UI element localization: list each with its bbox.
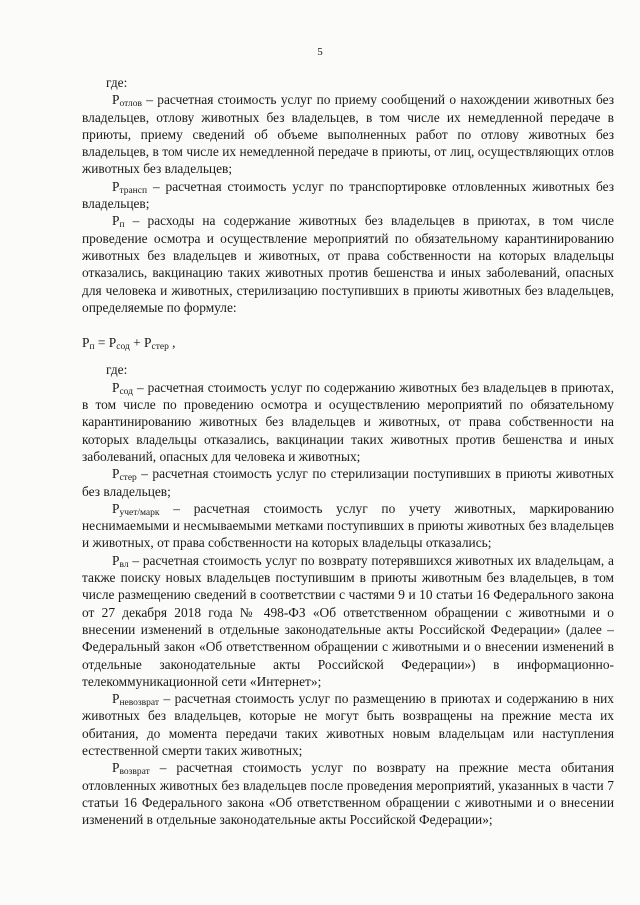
page-number: 5 [317,46,323,58]
formula-term-2-sub: стер [151,342,169,353]
definition-otlov [82,91,614,177]
symbol-subscript: отлов [119,99,142,110]
definition-text: – расчетная стоимость услуг по возврату на прежние места обитания отловленных животных без владельцев после проведения мероприятий, указанных в части 7 статьи 16 Федерального закона «Об ответственном обращении с животными и о внесении изменений в отдельные законодательные акты Российской Федерации»; [82,760,614,828]
definition-text: – расчетная стоимость услуг по размещению в приютах и содержанию в них животных без владельцев, которые не могут быть возвращены на прежние места их обитания, до момента передачи таких животных новым владельцам или наступления естественной смерти таких животных; [82,691,614,758]
symbol: P [112,552,120,568]
where-label: где: [106,75,128,90]
formula-term-1: P [108,335,117,351]
where-label-2: где: [106,362,128,378]
symbol-subscript: невозврат [119,698,160,709]
definition-text: – расчетная стоимость услуг по возврату потерявшихся животных их владельцам, а также поиску новых владельцев поступившим в приюты животным без владельцев, в том числе размещению сведений в соответствии с частями 9 и 10 статьи 16 Федерального закона от 27 декабря 2018 года № 498-ФЗ «Об ответственном обращении с животными и о внесении изменений в отдельные законодательные акты Российской Федерации» (далее – Федеральный закон «Об ответственном обращении с животными и о внесении изменений в отдельные законодательные акты Российской Федерации») в информационно-телекоммуникационной сети «Интернет»; [82,552,614,689]
symbol: P [112,92,120,108]
definition-uchet [82,500,614,552]
symbol: P [112,178,120,194]
definition-text: – расчетная стоимость услуг по содержанию животных без владельцев в приютах, в том числе по проведению осмотра и осуществлению мероприятий по обязательному карантинированию животных без владельцев и животных, от права собственности на которых владельцы отказались, вакцинации таких животных против бешенства и иных заболеваний, опасных для человека и животных; [82,379,614,464]
symbol-subscript: трансп [119,185,148,196]
symbol-subscript: возврат [119,767,150,778]
definition-nevozvrat [82,690,614,759]
formula-eq: = [94,335,109,351]
formula-tail: , [168,335,176,351]
symbol: P [112,466,120,482]
symbol: P [112,379,120,395]
formula-lhs: P [82,335,90,351]
symbol-subscript: учет/марк [119,507,160,518]
symbol: P [112,500,120,516]
definition-p [82,212,614,316]
formula-term-1-sub: сод [116,342,130,353]
symbol-subscript: сод [119,386,133,397]
definition-text: – расчетная стоимость услуг по стерилизации поступивших в приюты животных без владельцев; [82,466,614,499]
definition-text: – расчетная стоимость услуг по учету животных, маркированию неснимаемыми и несмываемыми метками поступивших в приюты животных без владельцев и животных, от права собственности на которых владельцы отказались; [82,500,614,551]
definition-text: – расчетная стоимость услуг по приему сообщений о нахождении животных без владельцев, отлову животных без владельцев, в том числе их немедленной передаче в приюты, приему сведений об объеме выполненных работ по отлову животных без владельцев, в том числе их немедленной передаче в приюты, от лиц, осуществляющих отлов животных без владельцев; [82,92,614,177]
symbol-subscript: вл [119,559,129,570]
definition-text: – расчетная стоимость услуг по транспортировке отловленных животных без владельцев; [82,178,614,212]
formula-lhs-sub: п [89,342,95,353]
symbol-subscript: п [119,220,125,231]
definition-vl [82,552,614,690]
document-body [82,74,614,828]
symbol: P [112,760,120,776]
formula [82,334,614,351]
formula-term-2: P [144,335,152,351]
definition-sod [82,379,614,465]
formula-plus: + [129,335,145,351]
definition-ster [82,465,614,500]
definition-text: – расходы на содержание животных без владельцев в приютах, в том числе проведение осмотра и осуществление мероприятий по обязательному карантинированию животных без владельцев и животных, от права собственности на которых владельцы отказались, вакцинацию таких животных против бешенства и иных заболеваний, опасных для человека и животных, стерилизацию поступивших в приюты животных без владельцев, определяемые по формуле: [82,213,614,315]
symbol: P [112,213,120,229]
definition-vozvrat [82,759,614,828]
symbol-subscript: стер [119,473,137,484]
definition-transp [82,178,614,213]
symbol: P [112,691,120,707]
